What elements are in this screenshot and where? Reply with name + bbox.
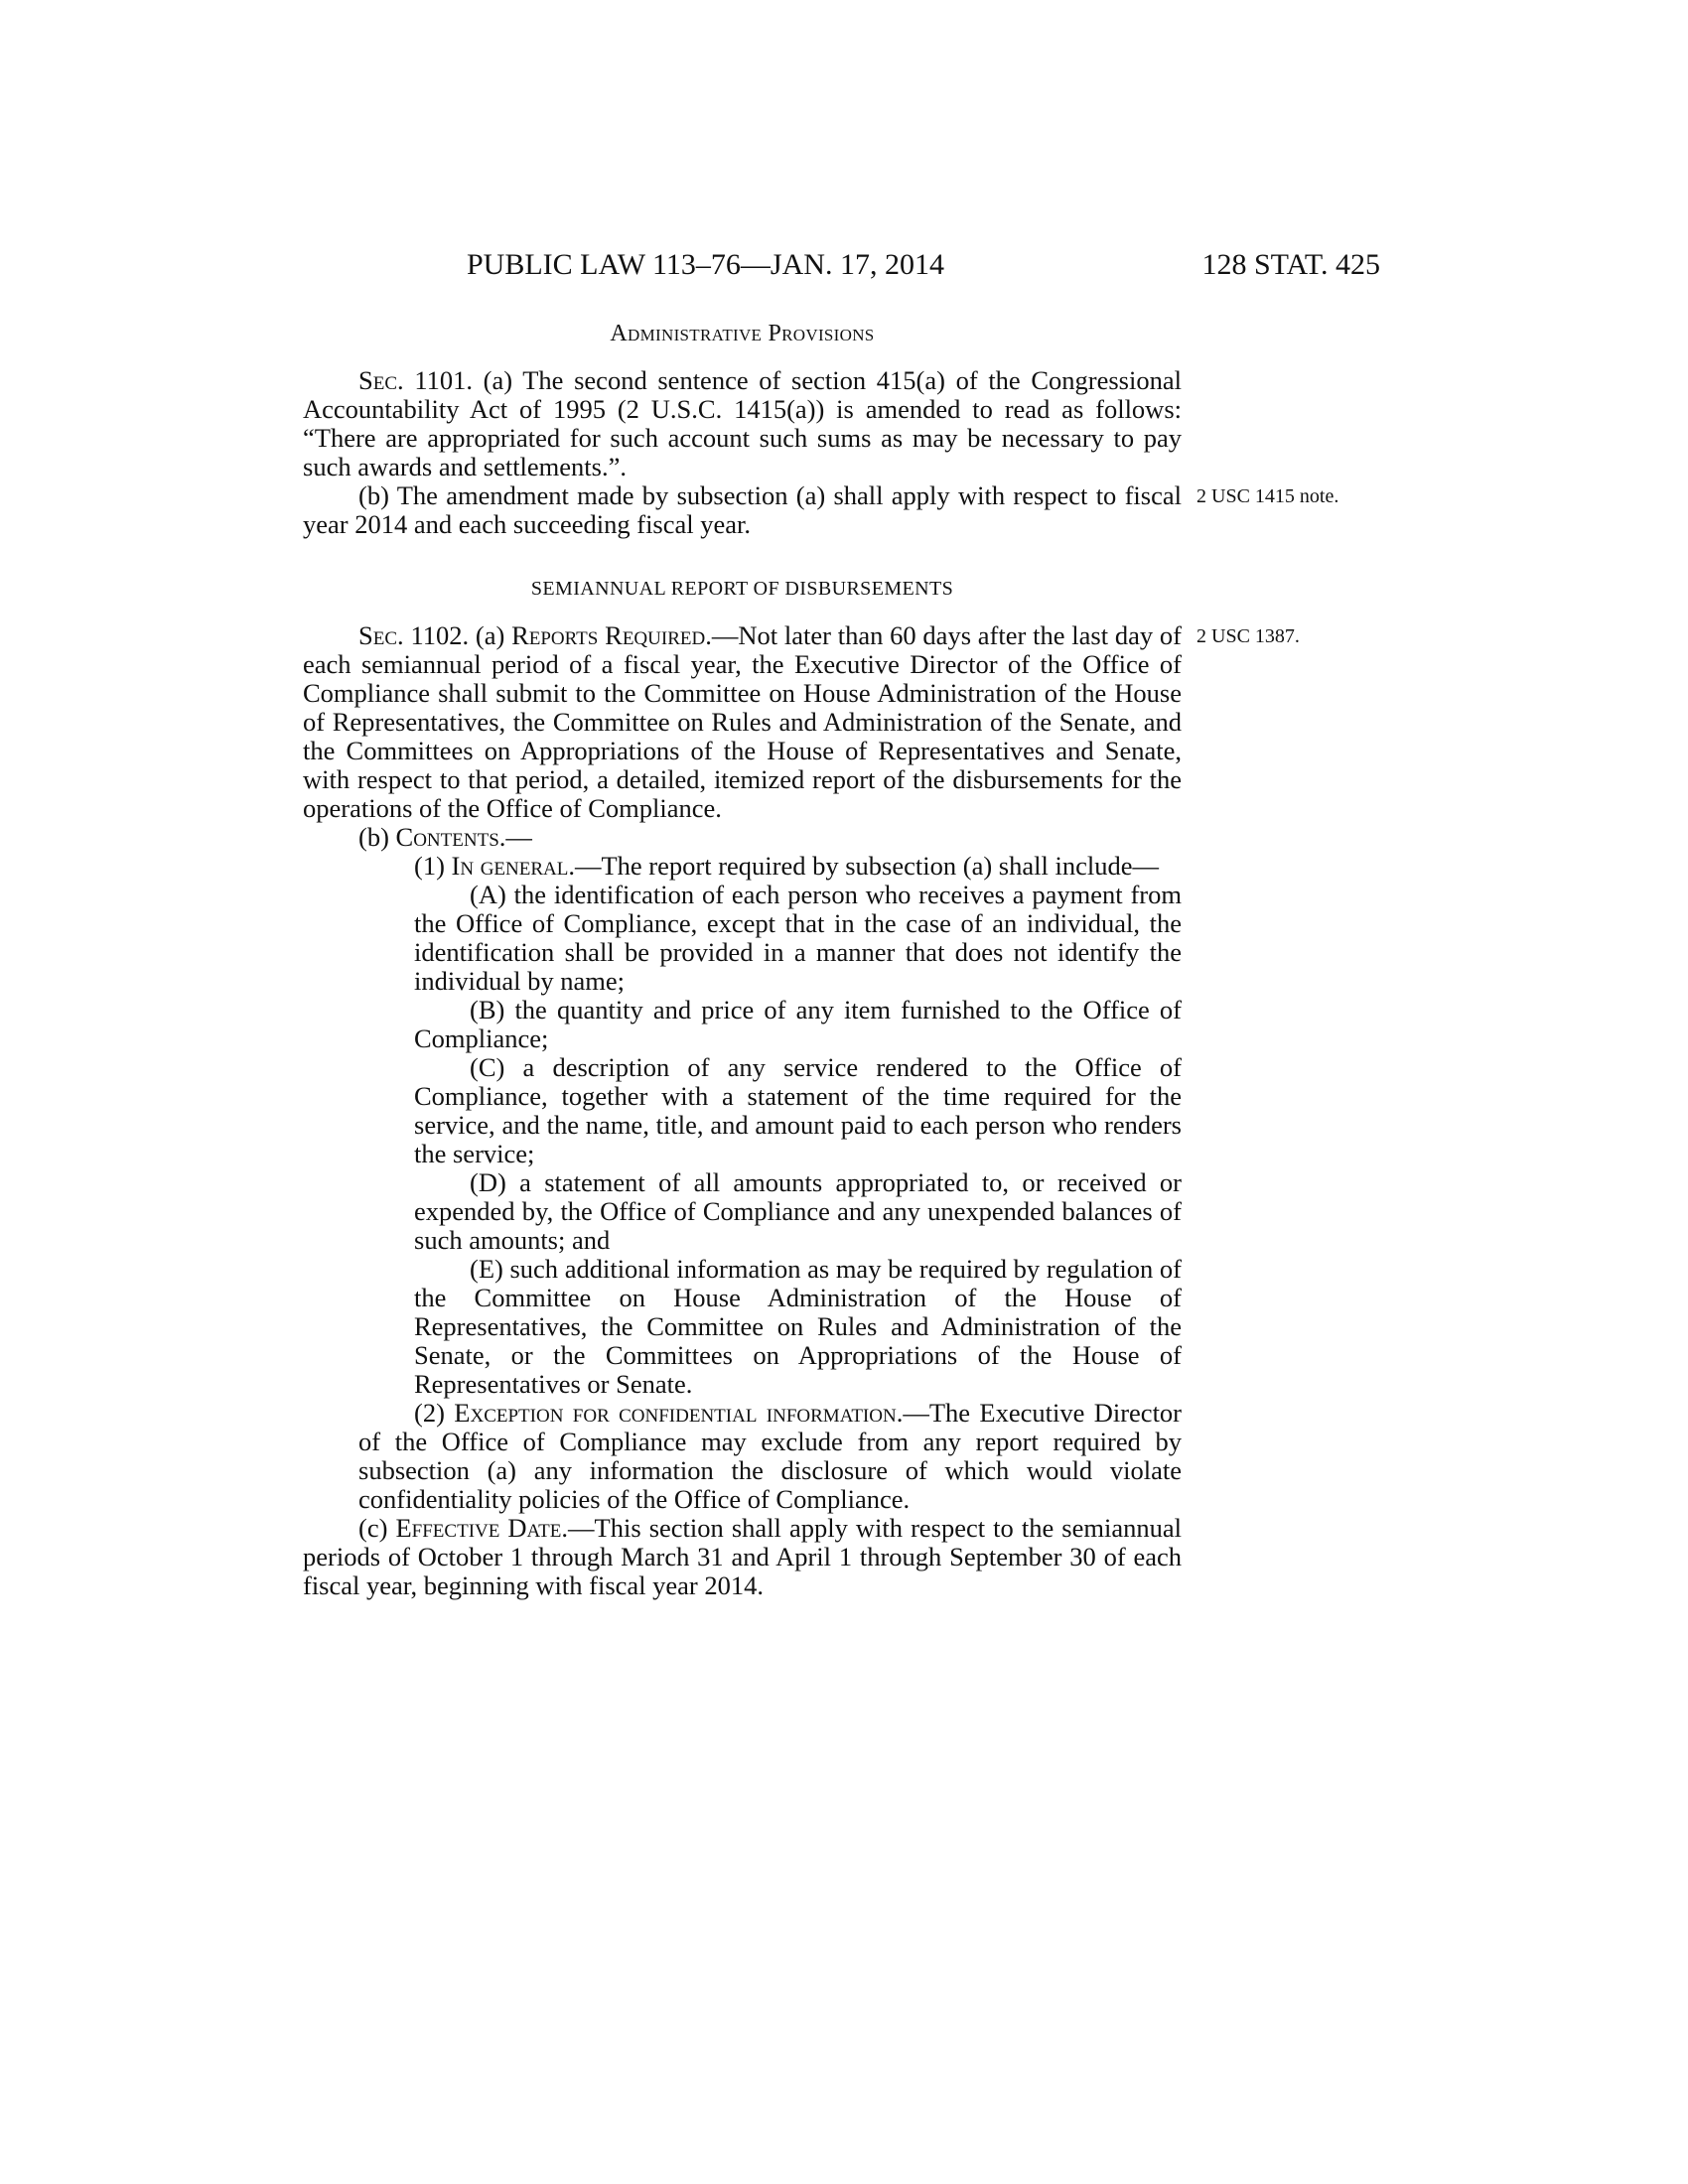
- sec-label: Sec.: [358, 620, 404, 650]
- sec-1101-a-text: 1101. (a) The second sentence of section 415(a) of the Congressional Accountability Act of 1995 (2 U.S.C. 1415(a)) is amended to read as follows: “There are appropriated for such account such sums as may be necessary to pay such awards and settlements.”.: [303, 365, 1182, 481]
- margin-note-2-usc-1415: 2 USC 1415 note.: [1196, 485, 1339, 507]
- sec-1102-a-heading: Reports Required.: [511, 620, 712, 650]
- heading-semiannual-report: SEMIANNUAL REPORT OF DISBURSEMENTS: [530, 578, 954, 600]
- page-body: [303, 320, 1339, 1600]
- sec-1102-a-text: —Not later than 60 days after the last day of each semiannual period of a fiscal year, the Executive Director of the Office of Compliance shall submit to the Committee on House Administration of the House of Representatives, the Committee on Rules and Administration of the Senate, and the Committees on Appropriations of the House of Representatives and Senate, with respect to that period, a detailed, itemized report of the disbursements for the operations of the Office of Compliance.: [303, 620, 1182, 823]
- sec-1102-b-1-heading: In general.: [451, 851, 575, 881]
- sec-1102-b-1: [303, 852, 1182, 881]
- sec-1101-a: [303, 366, 1182, 481]
- sec-1102-b-2-heading: Exception for confidential information.: [454, 1398, 904, 1428]
- running-head: [298, 248, 1380, 288]
- sec-1102-b-1-text: —The report required by subsection (a) shall include—: [574, 851, 1159, 881]
- sec-1102-b-2-text: —The Executive Director of the Office of Compliance may exclude from any report required by subsection (a) any information the disclosure of which would violate confidentiality policies of the Office of Compliance.: [358, 1398, 1183, 1514]
- sec-1102-b-2: [303, 1399, 1182, 1514]
- clause-b: (B) the quantity and price of any item furnished to the Office of Compliance;: [414, 995, 1182, 1053]
- clause-d: (D) a statement of all amounts appropriated to, or received or expended by, the Office of Compliance and any unexpended balances of such amounts; and: [414, 1167, 1182, 1255]
- sec-1102-c-text: —This section shall apply with respect to the semiannual periods of October 1 through March 31 and April 1 through September 30 of each fiscal year, beginning with fiscal year 2014.: [303, 1513, 1182, 1600]
- sec-1102-c-prefix: (c): [358, 1513, 396, 1543]
- sec-1102-b-prefix: (b): [358, 822, 396, 852]
- margin-note-2-usc-1387: 2 USC 1387.: [1196, 625, 1300, 647]
- sec-1102-b-1-prefix: (1): [414, 851, 452, 881]
- clause-a: (A) the identification of each person who receives a payment from the Office of Compliance, except that in the case of an individual, the identification shall be provided in a manner that does not identify the individual by name;: [414, 880, 1182, 996]
- clause-e: (E) such additional information as may be required by regulation of the Committee on House Administration of the House of Representatives, the Committee on Rules and Administration of the Senate, or the Committees on Appropriations of the House of Representatives or Senate.: [414, 1254, 1182, 1399]
- sec-1102-b-heading: Contents.: [395, 822, 506, 852]
- sec-1102-c: [303, 1514, 1182, 1600]
- sec-1102-number: 1102. (a): [403, 620, 512, 650]
- running-head-title: PUBLIC LAW 113–76—JAN. 17, 2014: [467, 248, 944, 281]
- page-folio: 128 STAT. 425: [1201, 248, 1380, 281]
- sec-1102-b-2-prefix: (2): [414, 1398, 455, 1428]
- sec-1102-b: [303, 823, 1182, 852]
- sec-1102-a: [303, 620, 1300, 823]
- sec-label: Sec.: [358, 365, 404, 395]
- clause-c: (C) a description of any service rendered to the Office of Compliance, together with a statement of the time required for the service, and the name, title, and amount paid to each person who renders the service;: [414, 1052, 1182, 1168]
- sec-1101-b-text: (b) The amendment made by subsection (a) shall apply with respect to fiscal year 2014 and each succeeding fiscal year.: [303, 480, 1182, 539]
- heading-administrative-provisions: Administrative Provisions: [610, 321, 875, 346]
- sec-1102-b-dash: —: [505, 822, 532, 852]
- sec-1102-c-heading: Effective Date.: [395, 1513, 569, 1543]
- sec-1101-b: [303, 480, 1339, 539]
